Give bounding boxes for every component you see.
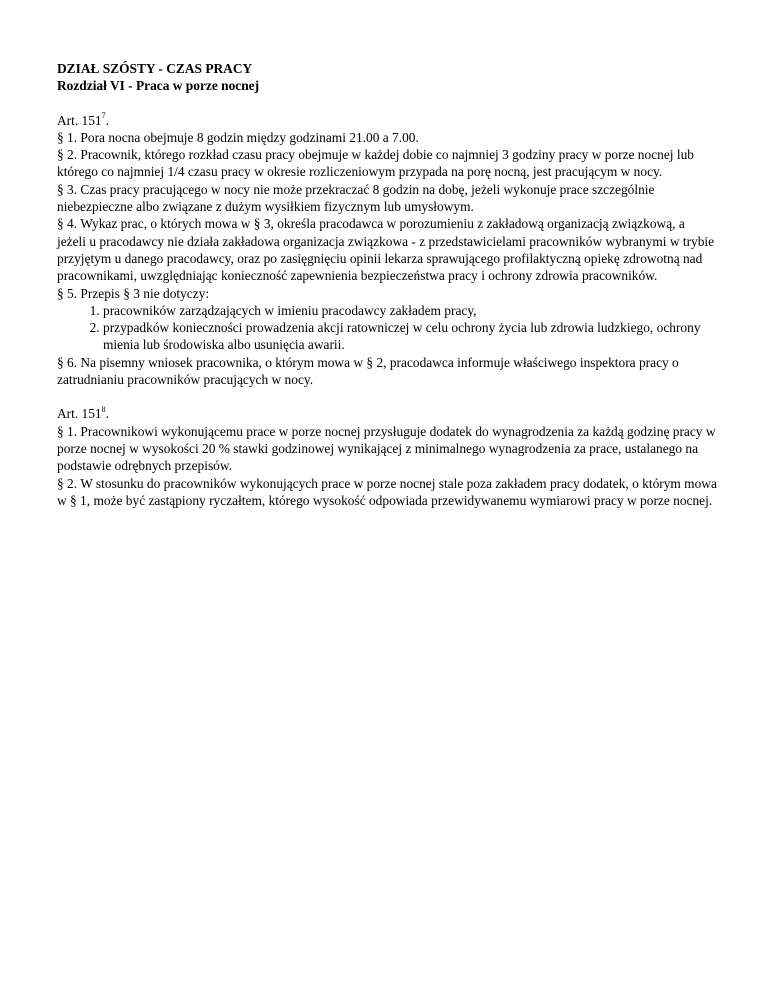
- paragraph-1: § 1. Pracownikowi wykonującemu prace w porze nocnej przysługuje dodatek do wynagrodzenia za każdą godzinę pracy w porze nocnej w wysokości 20 % stawki godzinowej wynikającej z minimalnego wynagrodzenia za prace, ustalanego na podstawie odrębnych przepisów.: [57, 423, 716, 474]
- paragraph-4: § 4. Wykaz prac, o których mowa w § 3, określa pracodawca w porozumieniu z zakładową organizacją związkową, a jeżeli u pracodawcy nie działa zakładowa organizacja związkowa - z przedstawicielami pracowników wybranymi w trybie przyjętym u danego pracodawcy, oraz po zasięgnięciu opinii lekarza sprawującego profilaktyczną opiekę zdrowotną nad pracownikami, uwzględniając konieczność zapewnienia bezpieczeństwa pracy i ochrony zdrowia pracowników.: [57, 216, 715, 284]
- paragraph-6: § 6. Na pisemny wniosek pracownika, o którym mowa w § 2, pracodawca informuje właściwego inspektora pracy o zatrudnianiu pracowników pracujących w nocy.: [57, 354, 679, 388]
- exceptions-list: [57, 302, 717, 354]
- paragraph-2: § 2. W stosunku do pracowników wykonujących prace w porze nocnej stale poza zakładem pracy dodatek, o którym mowa w § 1, może być zastąpiony ryczałtem, którego wysokość odpowiada przewidywanemu wymiarowi pracy w porze nocnej.: [57, 475, 717, 508]
- article-title-text: Art. 151: [57, 406, 102, 422]
- article-151-7: [57, 112, 717, 389]
- article-title-suffix: .: [105, 112, 109, 128]
- paragraph-1: § 1. Pora nocna obejmuje 8 godzin między godzinami 21.00 a 7.00.: [57, 129, 419, 145]
- chapter-heading: Rozdział VI - Praca w porze nocnej: [57, 78, 260, 94]
- article-title-text: Art. 151: [57, 112, 102, 128]
- list-item: 1. pracowników zarządzających w imieniu pracodawcy zakładem pracy,: [103, 302, 717, 319]
- article-superscript: 8: [101, 404, 106, 414]
- paragraph-5: § 5. Przepis § 3 nie dotyczy:: [57, 285, 210, 301]
- paragraph-3: § 3. Czas pracy pracującego w nocy nie może przekraczać 8 godzin na dobę, jeżeli wykonuje prace szczególnie niebezpieczne albo związane z dużym wysiłkiem fizycznym lub umysłowym.: [57, 181, 655, 215]
- section-heading: DZIAŁ SZÓSTY - CZAS PRACY: [57, 61, 253, 76]
- article-superscript: 7: [101, 111, 106, 121]
- article-title: [57, 405, 717, 422]
- article-title: [57, 112, 717, 129]
- list-item: 2. przypadków konieczności prowadzenia akcji ratowniczej w celu ochrony życia lub zdrowia ludzkiego, ochrony mienia lub środowiska albo usunięcia awarii.: [103, 319, 717, 354]
- article-title-suffix: .: [105, 406, 109, 422]
- document-page: [57, 60, 717, 509]
- article-151-8: [57, 405, 717, 509]
- paragraph-2: § 2. Pracownik, którego rozkład czasu pracy obejmuje w każdej dobie co najmniej 3 godziny pracy w porze nocnej lub którego co najmniej 1/4 czasu pracy w okresie rozliczeniowym przypada na porę nocną, jest pracującym w nocy.: [57, 147, 694, 180]
